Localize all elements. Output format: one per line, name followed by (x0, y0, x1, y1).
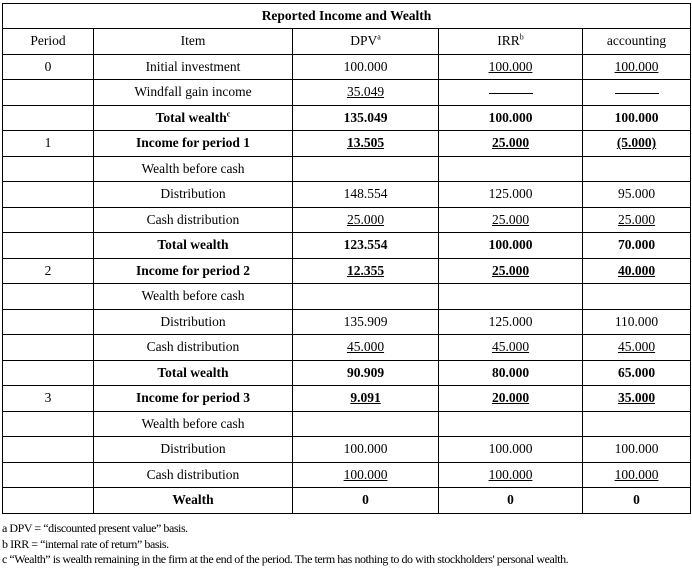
accounting-cell (583, 156, 691, 182)
irr-cell (439, 207, 583, 233)
accounting-cell-text: 100.000 (614, 58, 659, 74)
header-dpv-sup: a (377, 32, 381, 42)
accounting-cell-text: 70.000 (617, 237, 656, 253)
accounting-cell-text: 100.000 (614, 466, 659, 482)
period-cell-text: 3 (44, 390, 52, 406)
irr-cell (439, 54, 583, 80)
item-cell-text: Cash distribution (146, 211, 240, 227)
item-cell (94, 233, 293, 259)
blank-underline (489, 92, 533, 94)
irr-cell (439, 309, 583, 335)
period-cell-text: 0 (44, 58, 52, 74)
irr-cell-text: 0 (507, 492, 514, 508)
item-cell (94, 105, 293, 131)
accounting-cell (583, 131, 691, 157)
irr-cell-text: 100.000 (488, 58, 533, 74)
dpv-cell-text: 45.000 (346, 339, 385, 355)
accounting-cell-text: 25.000 (617, 211, 656, 227)
footnote: a DPV = “discounted present value” basis. (2, 521, 188, 535)
dpv-cell-text: 9.091 (350, 390, 381, 406)
dpv-cell (293, 488, 439, 514)
dpv-cell (293, 437, 439, 463)
table-row (3, 156, 691, 182)
dpv-cell (293, 411, 439, 437)
item-cell-text: Cash distribution (146, 339, 240, 355)
accounting-cell-text: 100.000 (614, 441, 659, 457)
dpv-cell (293, 54, 439, 80)
dpv-cell (293, 233, 439, 259)
irr-cell (439, 488, 583, 514)
dpv-cell (293, 156, 439, 182)
table-row (3, 105, 691, 131)
irr-cell-text: 80.000 (491, 364, 530, 380)
accounting-cell-text: 40.000 (617, 262, 656, 278)
item-cell-text: Distribution (160, 186, 226, 202)
accounting-cell-text: 35.000 (617, 390, 656, 406)
header-dpv-label: DPV (350, 33, 378, 49)
accounting-cell (583, 233, 691, 259)
table-row (3, 411, 691, 437)
irr-cell (439, 462, 583, 488)
irr-cell (439, 386, 583, 412)
footnote: b IRR = “internal rate of return” basis. (2, 536, 169, 551)
dpv-cell (293, 335, 439, 361)
accounting-cell (583, 309, 691, 335)
irr-cell (439, 131, 583, 157)
irr-cell (439, 284, 583, 310)
accounting-cell (583, 80, 691, 106)
accounting-cell (583, 437, 691, 463)
dpv-cell (293, 284, 439, 310)
accounting-cell (583, 258, 691, 284)
period-cell (3, 411, 94, 437)
table-row (3, 207, 691, 233)
irr-cell (439, 182, 583, 208)
irr-cell (439, 233, 583, 259)
period-cell (3, 386, 94, 412)
item-cell (94, 411, 293, 437)
item-cell (94, 80, 293, 106)
accounting-cell-text: 0 (633, 492, 640, 508)
accounting-cell (583, 182, 691, 208)
table-row (3, 462, 691, 488)
dpv-cell-text: 148.554 (343, 186, 388, 202)
table-row (3, 488, 691, 514)
item-cell-text: Wealth before cash (141, 288, 245, 304)
table-title: Reported Income and Wealth (3, 4, 691, 29)
table-row (3, 131, 691, 157)
dpv-cell-text: 25.000 (346, 211, 385, 227)
item-superscript: c (226, 109, 231, 119)
item-cell-text: Total wealth (155, 109, 227, 125)
irr-cell (439, 335, 583, 361)
accounting-cell (583, 335, 691, 361)
irr-cell-text: 25.000 (491, 262, 530, 278)
irr-cell-text: 125.000 (488, 186, 533, 202)
irr-cell (439, 360, 583, 386)
item-cell (94, 386, 293, 412)
accounting-cell-text: 45.000 (617, 339, 656, 355)
period-cell (3, 309, 94, 335)
item-cell (94, 284, 293, 310)
dpv-cell (293, 309, 439, 335)
accounting-cell (583, 207, 691, 233)
table-row (3, 335, 691, 361)
table-row (3, 182, 691, 208)
item-cell-text: Initial investment (145, 58, 241, 74)
period-cell (3, 156, 94, 182)
header-period: Period (3, 29, 94, 55)
dpv-cell (293, 386, 439, 412)
table-row (3, 284, 691, 310)
header-irr-label: IRR (497, 33, 520, 49)
dpv-cell-text: 35.049 (346, 84, 385, 100)
period-cell (3, 462, 94, 488)
item-cell (94, 182, 293, 208)
item-cell-text: Wealth before cash (141, 415, 245, 431)
dpv-cell-text: 123.554 (343, 237, 388, 253)
blank-underline (615, 92, 659, 94)
header-row (3, 29, 691, 55)
dpv-cell (293, 258, 439, 284)
period-cell (3, 80, 94, 106)
irr-cell-text: 100.000 (488, 441, 533, 457)
accounting-cell-text: 95.000 (617, 186, 656, 202)
item-cell (94, 488, 293, 514)
period-cell-text: 1 (44, 135, 52, 151)
period-cell (3, 284, 94, 310)
table-row (3, 80, 691, 106)
item-cell-text: Wealth before cash (141, 160, 245, 176)
accounting-cell (583, 462, 691, 488)
accounting-cell (583, 105, 691, 131)
accounting-cell-text: (5.000) (616, 135, 657, 151)
irr-cell-text: 100.000 (488, 466, 533, 482)
dpv-cell-text: 135.909 (343, 313, 388, 329)
item-cell-text: Cash distribution (146, 466, 240, 482)
irr-cell-text: 25.000 (491, 211, 530, 227)
item-cell (94, 335, 293, 361)
item-cell-text: Income for period 3 (135, 390, 251, 406)
header-irr-sup: b (519, 32, 524, 42)
accounting-cell-text: 100.000 (614, 109, 659, 125)
period-cell (3, 488, 94, 514)
item-cell (94, 258, 293, 284)
irr-cell (439, 80, 583, 106)
period-cell (3, 258, 94, 284)
dpv-cell (293, 131, 439, 157)
accounting-cell (583, 54, 691, 80)
period-cell (3, 207, 94, 233)
accounting-cell (583, 411, 691, 437)
dpv-cell-text: 135.049 (343, 109, 388, 125)
irr-cell-text: 100.000 (488, 237, 533, 253)
irr-cell (439, 437, 583, 463)
dpv-cell (293, 80, 439, 106)
table-row (3, 233, 691, 259)
table-row (3, 54, 691, 80)
table-title-row (3, 4, 691, 29)
header-item: Item (94, 29, 293, 55)
item-cell (94, 131, 293, 157)
period-cell (3, 360, 94, 386)
accounting-cell (583, 488, 691, 514)
item-cell (94, 462, 293, 488)
item-cell-text: Distribution (160, 313, 226, 329)
dpv-cell (293, 207, 439, 233)
dpv-cell (293, 105, 439, 131)
period-cell (3, 105, 94, 131)
accounting-cell (583, 360, 691, 386)
item-cell (94, 437, 293, 463)
dpv-cell-text: 12.355 (346, 262, 385, 278)
period-cell (3, 54, 94, 80)
period-cell (3, 335, 94, 361)
irr-cell-text: 45.000 (491, 339, 530, 355)
irr-cell-text: 100.000 (488, 109, 533, 125)
dpv-cell-text: 0 (362, 492, 369, 508)
period-cell (3, 437, 94, 463)
table-row (3, 437, 691, 463)
irr-cell (439, 105, 583, 131)
table-row (3, 360, 691, 386)
item-cell-text: Wealth (172, 492, 214, 508)
dpv-cell-text: 100.000 (343, 466, 388, 482)
accounting-cell (583, 284, 691, 310)
dpv-cell (293, 462, 439, 488)
reported-income-table (2, 3, 691, 514)
irr-cell-text: 20.000 (491, 390, 530, 406)
table-row (3, 309, 691, 335)
header-dpv (293, 29, 439, 55)
irr-cell (439, 411, 583, 437)
header-irr (439, 29, 583, 55)
accounting-cell (583, 386, 691, 412)
item-cell-text: Income for period 1 (135, 135, 251, 151)
period-cell (3, 233, 94, 259)
dpv-cell-text: 100.000 (343, 441, 388, 457)
item-cell-text: Total wealth (157, 237, 229, 253)
accounting-cell-text: 110.000 (614, 313, 659, 329)
item-cell (94, 360, 293, 386)
irr-cell (439, 156, 583, 182)
item-cell (94, 309, 293, 335)
period-cell (3, 131, 94, 157)
dpv-cell (293, 182, 439, 208)
item-cell (94, 156, 293, 182)
dpv-cell-text: 13.505 (346, 135, 385, 151)
dpv-cell-text: 90.909 (346, 364, 385, 380)
table-row (3, 386, 691, 412)
item-cell-text: Income for period 2 (135, 262, 251, 278)
footnote: c “Wealth” is wealth remaining in the firm at the end of the period. The term has nothing to do with stockholders' personal wealth. (2, 552, 569, 566)
period-cell-text: 2 (44, 262, 52, 278)
item-cell-text: Windfall gain income (134, 84, 252, 100)
dpv-cell-text: 100.000 (343, 58, 388, 74)
irr-cell (439, 258, 583, 284)
period-cell (3, 182, 94, 208)
table-row (3, 258, 691, 284)
item-cell (94, 54, 293, 80)
irr-cell-text: 25.000 (491, 135, 530, 151)
dpv-cell (293, 360, 439, 386)
header-accounting: accounting (583, 29, 691, 55)
item-cell (94, 207, 293, 233)
item-cell-text: Distribution (160, 441, 226, 457)
item-cell-text: Total wealth (157, 364, 229, 380)
footnotes (2, 521, 568, 568)
accounting-cell-text: 65.000 (617, 364, 656, 380)
irr-cell-text: 125.000 (488, 313, 533, 329)
